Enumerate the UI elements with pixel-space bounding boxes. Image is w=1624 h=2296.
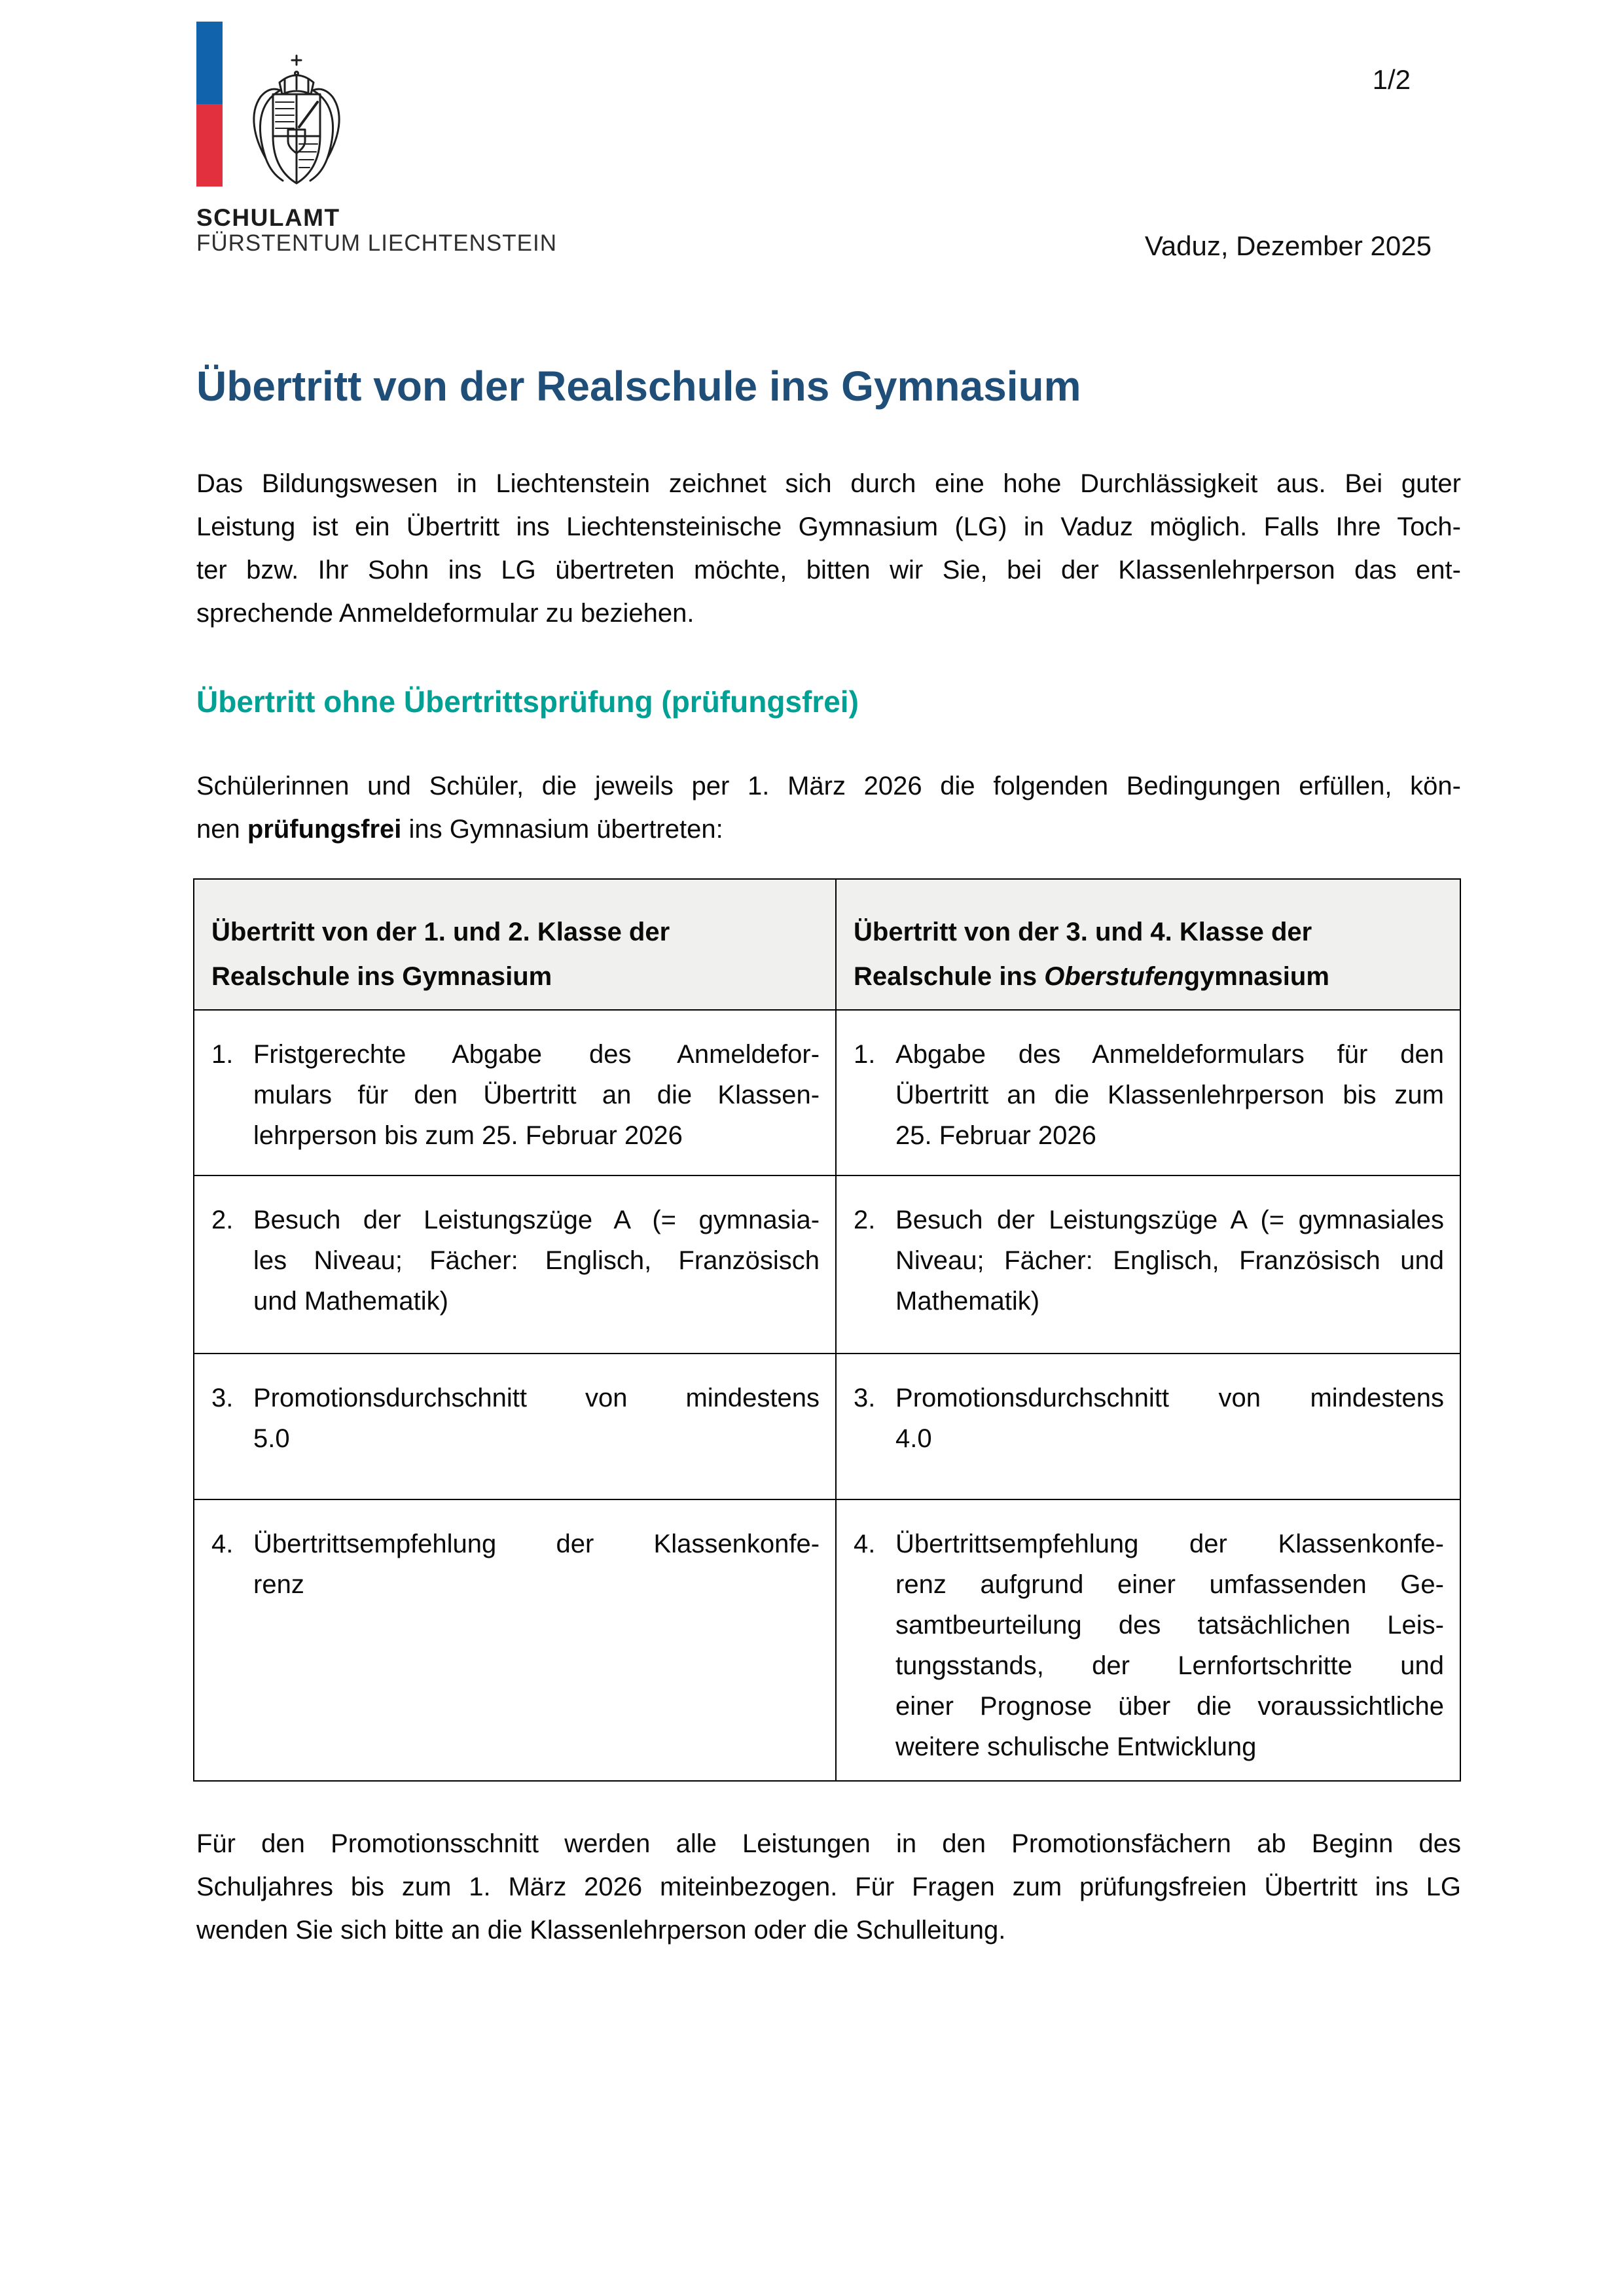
- logo-color-bar: [196, 22, 223, 187]
- logo-bar-red: [196, 104, 223, 187]
- text-line: Besuch der Leistungszüge A (= gymnasiales: [895, 1206, 1444, 1234]
- conditions-table: [193, 878, 1461, 1782]
- liechtenstein-coat-of-arms-icon: [244, 54, 350, 192]
- text-line: Leistung ist ein Übertritt ins Liechtensteinische Gymnasium (LG) in Vaduz möglich. Falls Ihre Toch-: [196, 512, 1461, 541]
- text-line: renz: [253, 1570, 304, 1599]
- item-text: [895, 1378, 1444, 1459]
- table-header-cell-right: [836, 879, 1460, 1010]
- text-line: Promotionsdurchschnitt von mindestens: [253, 1384, 820, 1412]
- table-cell: [194, 1354, 836, 1499]
- text-line: samtbeurteilung des tatsächlichen Leis-: [895, 1611, 1444, 1640]
- text-line: Für den Promotionsschnitt werden alle Leistungen in den Promotionsfächern ab Beginn des: [196, 1829, 1461, 1858]
- text-line: einer Prognose über die voraussichtliche: [895, 1692, 1444, 1721]
- logo-bar-blue: [196, 22, 223, 104]
- text-line: Übertritt von der 3. und 4. Klasse der: [854, 918, 1312, 946]
- text-line: sprechende Anmeldeformular zu beziehen.: [196, 599, 695, 628]
- text-line: wenden Sie sich bitte an die Klassenlehrperson oder die Schulleitung.: [196, 1916, 1006, 1945]
- org-name: SCHULAMT: [196, 204, 340, 231]
- page-number: 1/2: [1372, 64, 1411, 95]
- numbered-item: [211, 1524, 820, 1605]
- table-row: [194, 1354, 1460, 1499]
- numbered-item: [211, 1378, 820, 1459]
- numbered-item: [211, 1200, 820, 1321]
- text-line: tungsstands, der Lernfortschritte und: [895, 1651, 1444, 1680]
- text-line: ter bzw. Ihr Sohn ins LG übertreten möchte, bitten wir Sie, bei der Klassenlehrperson das ent-: [196, 556, 1461, 584]
- text-line: Übertritt an die Klassenlehrperson bis zum: [895, 1081, 1444, 1109]
- text-segment: ins Gymnasium übertreten:: [401, 815, 723, 844]
- text-line: Besuch der Leistungszüge A (= gymnasia-: [253, 1206, 820, 1234]
- item-number: 4.: [854, 1530, 876, 1558]
- text-line: 25. Februar 2026: [895, 1121, 1096, 1150]
- document-title: Übertritt von der Realschule ins Gymnasium: [196, 363, 1081, 410]
- text-line: renz aufgrund einer umfassenden Ge-: [895, 1570, 1444, 1599]
- item-number: 1.: [211, 1040, 234, 1069]
- item-text: [895, 1200, 1444, 1321]
- text-line: Übertritt von der 1. und 2. Klasse der: [211, 918, 670, 946]
- text-segment: gymnasium: [1183, 962, 1329, 991]
- item-text: [253, 1378, 820, 1459]
- text-line: Niveau; Fächer: Englisch, Französisch und: [895, 1246, 1444, 1275]
- item-number: 2.: [211, 1206, 234, 1234]
- table-cell: [194, 1010, 836, 1175]
- text-line: [196, 808, 1461, 851]
- closing-paragraph: [196, 1822, 1461, 1952]
- intro-paragraph: [196, 462, 1461, 635]
- numbered-item: [854, 1378, 1444, 1459]
- table-cell: [194, 1175, 836, 1354]
- text-line: weitere schulische Entwicklung: [895, 1732, 1257, 1761]
- table-row: [194, 1010, 1460, 1175]
- item-text: [253, 1524, 820, 1605]
- text-line: 5.0: [253, 1424, 290, 1453]
- item-text: [253, 1200, 820, 1321]
- text-line: und Mathematik): [253, 1287, 448, 1316]
- item-number: 3.: [854, 1384, 876, 1412]
- numbered-item: [854, 1200, 1444, 1321]
- section-lead-paragraph: [196, 764, 1461, 851]
- item-number: 1.: [854, 1040, 876, 1069]
- text-line: Abgabe des Anmeldeformulars für den: [895, 1040, 1444, 1069]
- item-text: [895, 1034, 1444, 1156]
- text-line: Schülerinnen und Schüler, die jeweils per 1. März 2026 die folgenden Bedingungen erfüllen, kön-: [196, 772, 1461, 800]
- table-cell: [836, 1010, 1460, 1175]
- table-cell: [836, 1175, 1460, 1354]
- text-line: Mathematik): [895, 1287, 1040, 1316]
- text-line: les Niveau; Fächer: Englisch, Französisch: [253, 1246, 820, 1275]
- text-line: mulars für den Übertritt an die Klassen-: [253, 1081, 820, 1109]
- text-line: 4.0: [895, 1424, 932, 1453]
- org-subtitle: FÜRSTENTUM LIECHTENSTEIN: [196, 230, 557, 256]
- italic-text-segment: Oberstufen: [1044, 962, 1184, 991]
- item-number: 3.: [211, 1384, 234, 1412]
- text-segment: Realschule ins: [854, 962, 1045, 991]
- text-line: Schuljahres bis zum 1. März 2026 miteinbezogen. Für Fragen zum prüfungsfreien Übertritt ins LG: [196, 1873, 1461, 1901]
- table-cell: [836, 1354, 1460, 1499]
- text-segment: nen: [196, 815, 247, 844]
- bold-text-segment: prüfungsfrei: [247, 815, 402, 844]
- table-cell: [836, 1499, 1460, 1781]
- text-line: [854, 954, 1444, 999]
- item-number: 2.: [854, 1206, 876, 1234]
- numbered-item: [854, 1524, 1444, 1767]
- text-line: Übertrittsempfehlung der Klassenkonfe-: [253, 1530, 820, 1558]
- table-header-cell-left: [194, 879, 836, 1010]
- place-date-line: Vaduz, Dezember 2025: [1144, 230, 1432, 261]
- table-header-row: [194, 879, 1460, 1010]
- item-text: [253, 1034, 820, 1156]
- text-line: Übertrittsempfehlung der Klassenkonfe-: [895, 1530, 1444, 1558]
- item-number: 4.: [211, 1530, 234, 1558]
- table-cell: [194, 1499, 836, 1781]
- text-line: Das Bildungswesen in Liechtenstein zeichnet sich durch eine hohe Durchlässigkeit aus. Bei guter: [196, 469, 1461, 498]
- text-line: Fristgerechte Abgabe des Anmeldefor-: [253, 1040, 820, 1069]
- numbered-item: [211, 1034, 820, 1156]
- section-heading: Übertritt ohne Übertrittsprüfung (prüfungsfrei): [196, 685, 859, 719]
- text-line: lehrperson bis zum 25. Februar 2026: [253, 1121, 683, 1150]
- text-line: Promotionsdurchschnitt von mindestens: [895, 1384, 1444, 1412]
- document-body: [196, 361, 1461, 1952]
- item-text: [895, 1524, 1444, 1767]
- text-line: Realschule ins Gymnasium: [211, 962, 552, 991]
- table-row: [194, 1175, 1460, 1354]
- table-row: [194, 1499, 1460, 1781]
- numbered-item: [854, 1034, 1444, 1156]
